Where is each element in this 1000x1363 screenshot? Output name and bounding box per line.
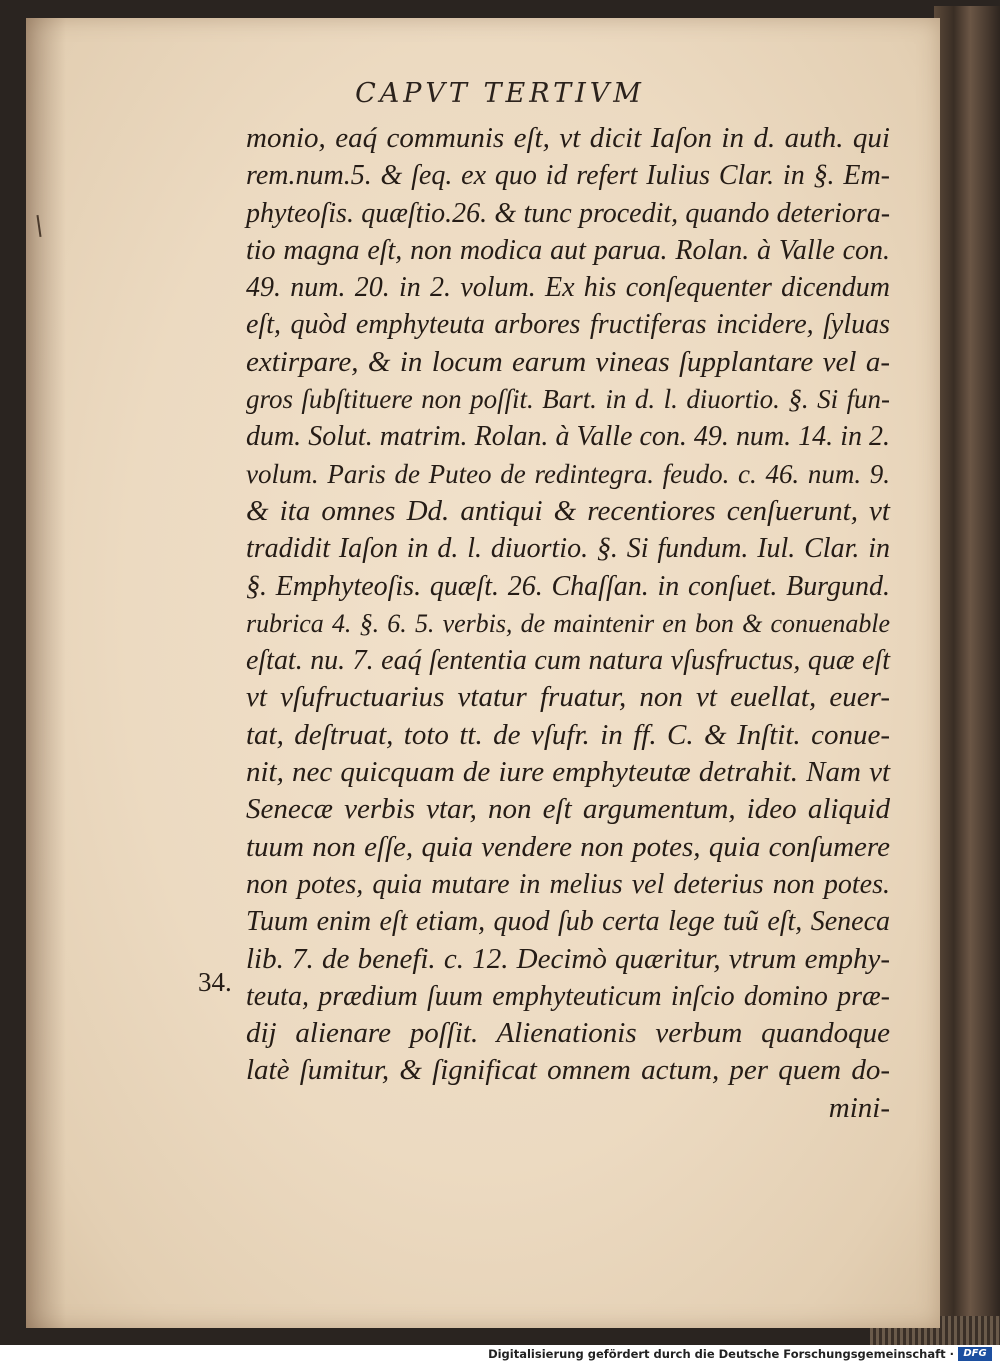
gutter-shadow — [26, 18, 66, 1328]
text-line: tat, deſtruat, toto tt. de vſufr. in ff. C. & Inſtit. conue- — [246, 718, 890, 751]
text-line: Senecæ verbis vtar, non eſt argumentum, ideo aliquid — [246, 793, 890, 826]
text-line: mini- — [828, 1091, 890, 1124]
text-line: tradidit Iaſon in d. l. diuortio. §. Si fundum. Iul. Clar. in — [246, 533, 890, 565]
text-line: 49. num. 20. in 2. volum. Ex his conſequenter dicendum — [246, 272, 890, 304]
body-text — [246, 120, 890, 1127]
text-line: tio magna eſt, non modica aut parua. Rolan. à Valle con. — [246, 234, 890, 266]
text-line: gros ſubſtituere non poſſit. Bart. in d. l. diuortio. §. Si fun- — [246, 384, 890, 415]
text-line: dum. Solut. matrim. Rolan. à Valle con. 49. num. 14. in 2. — [246, 421, 890, 453]
text-line: nit, nec quicquam de iure emphyteutæ detrahit. Nam vt — [246, 756, 890, 789]
text-line: §. Emphyteoſis. quæſt. 26. Chaſſan. in conſuet. Burgund. — [246, 570, 890, 602]
text-line: latè ſumitur, & ſignificat omnem actum, per quem do- — [246, 1054, 890, 1087]
text-line: vt vſufructuarius vtatur fruatur, non vt euellat, euer- — [246, 681, 890, 714]
text-line: dij alienare poſſit. Alienationis verbum quandoque — [246, 1017, 890, 1050]
text-line: tuum non eſſe, quia vendere non potes, quia conſumere — [246, 830, 890, 863]
text-line: teuta, prædium ſuum emphyteuticum inſcio domino præ- — [246, 980, 890, 1012]
text-line: phyteoſis. quæſtio.26. & tunc procedit, quando deteriora- — [246, 197, 890, 229]
text-line: Tuum enim eſt etiam, quod ſub certa lege tuũ eſt, Seneca — [246, 906, 890, 938]
running-head: CAPVT TERTIVM — [355, 78, 645, 109]
marginal-section-number: 34. — [198, 967, 232, 997]
text-line: eſtat. nu. 7. eaq́ ſententia cum natura vſusfructus, quæ eſt — [246, 645, 890, 677]
text-line: monio, eaq́ communis eſt, vt dicit Iaſon in d. auth. qui — [246, 122, 890, 154]
text-line: lib. 7. de benefi. c. 12. Decimò quæritur, vtrum emphy- — [246, 942, 890, 975]
text-line: non potes, quia mutare in melius vel deterius non potes. — [246, 868, 890, 900]
text-line: rem.num.5. & ſeq. ex quo id refert Iulius Clar. in §. Em- — [246, 160, 890, 192]
text-line: volum. Paris de Puteo de redintegra. feudo. c. 46. num. 9. — [246, 458, 890, 489]
text-line: extirpare, & in locum earum vineas ſupplantare vel a- — [246, 345, 890, 378]
funding-credit: Digitalisierung gefördert durch die Deutsche Forschungsgemeinschaft · — [488, 1347, 954, 1361]
text-line: eſt, quòd emphyteuta arbores fructiferas incidere, ſyluas — [246, 309, 890, 341]
dfg-logo: DFG — [958, 1347, 992, 1361]
adjacent-page-edge — [934, 6, 1000, 1345]
text-line: & ita omnes Dd. antiqui & recentiores cenſuerunt, vt — [246, 494, 890, 527]
text-line: rubrica 4. §. 6. 5. verbis, de maintenir en bon & conuenable — [246, 608, 890, 638]
